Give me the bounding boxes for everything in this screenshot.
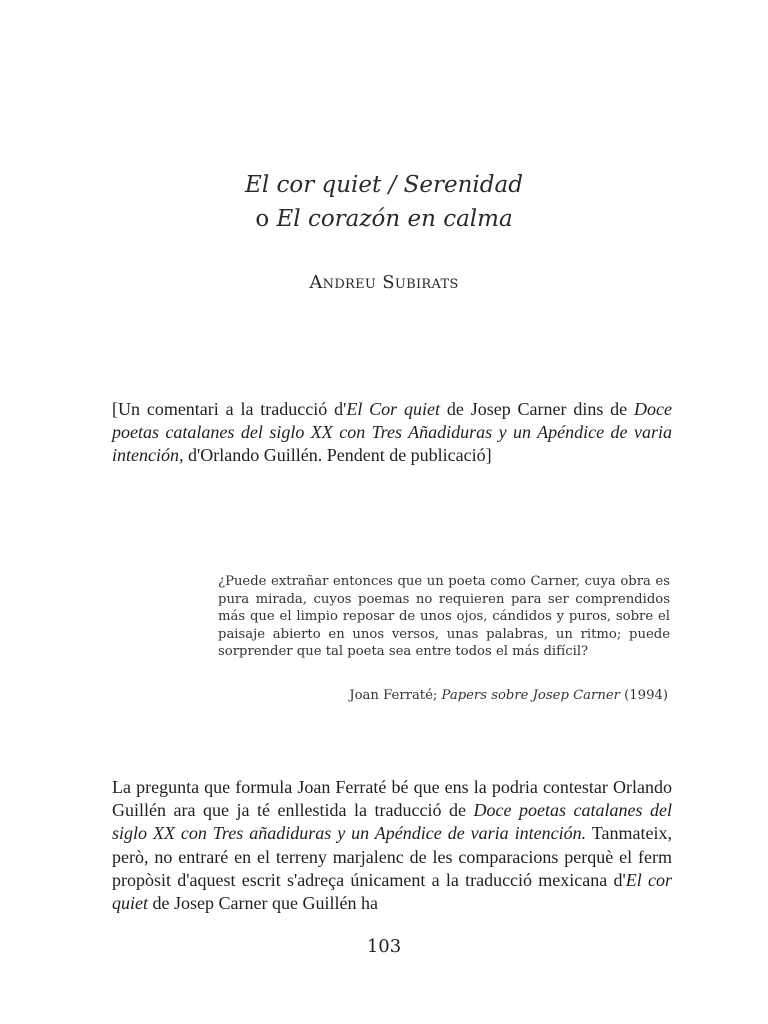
page-number: 103 (366, 936, 402, 957)
title-line-1: El cor quiet / Serenidad (245, 172, 523, 198)
author-name: Andreu Subirats (309, 272, 459, 293)
epigraph-attribution: Joan Ferraté; Papers sobre Josep Carner (1994) (349, 688, 668, 703)
epigraph-quote: ¿Puede extrañar entonces que un poeta como Carner, cuya obra es pura mirada, cuyos poemas no requieren para ser comprendidos más que el limpio reposar de unos ojos, cándidos y puros, sobre el paisaje abierto en unos versos, unas palabras, un ritmo; puede sorprender que tal poeta sea entre todos el más difícil? (218, 574, 670, 660)
body-paragraph: La pregunta que formula Joan Ferraté bé que ens la podria contestar Orlando Guillén ara que ja té enllestida la traducció de Doce poetas catalanes del siglo XX con Tres añadiduras y un Apéndice de varia intención. Tanmateix, però, no entraré en el terreny marjalenc de les comparacions perquè el ferm propòsit d'aquest escrit s'adreça únicament a la traducció mexicana d'El cor quiet de Josep Carner que Guillén ha (112, 777, 672, 914)
editorial-note: [Un comentari a la traducció d'El Cor quiet de Josep Carner dins de Doce poetas catalanes del siglo XX con Tres Añadiduras y un Apéndice de varia intención, d'Orlando Guillén. Pendent de publicació] (112, 399, 672, 465)
title-line-2: o El corazón en calma (255, 206, 513, 232)
